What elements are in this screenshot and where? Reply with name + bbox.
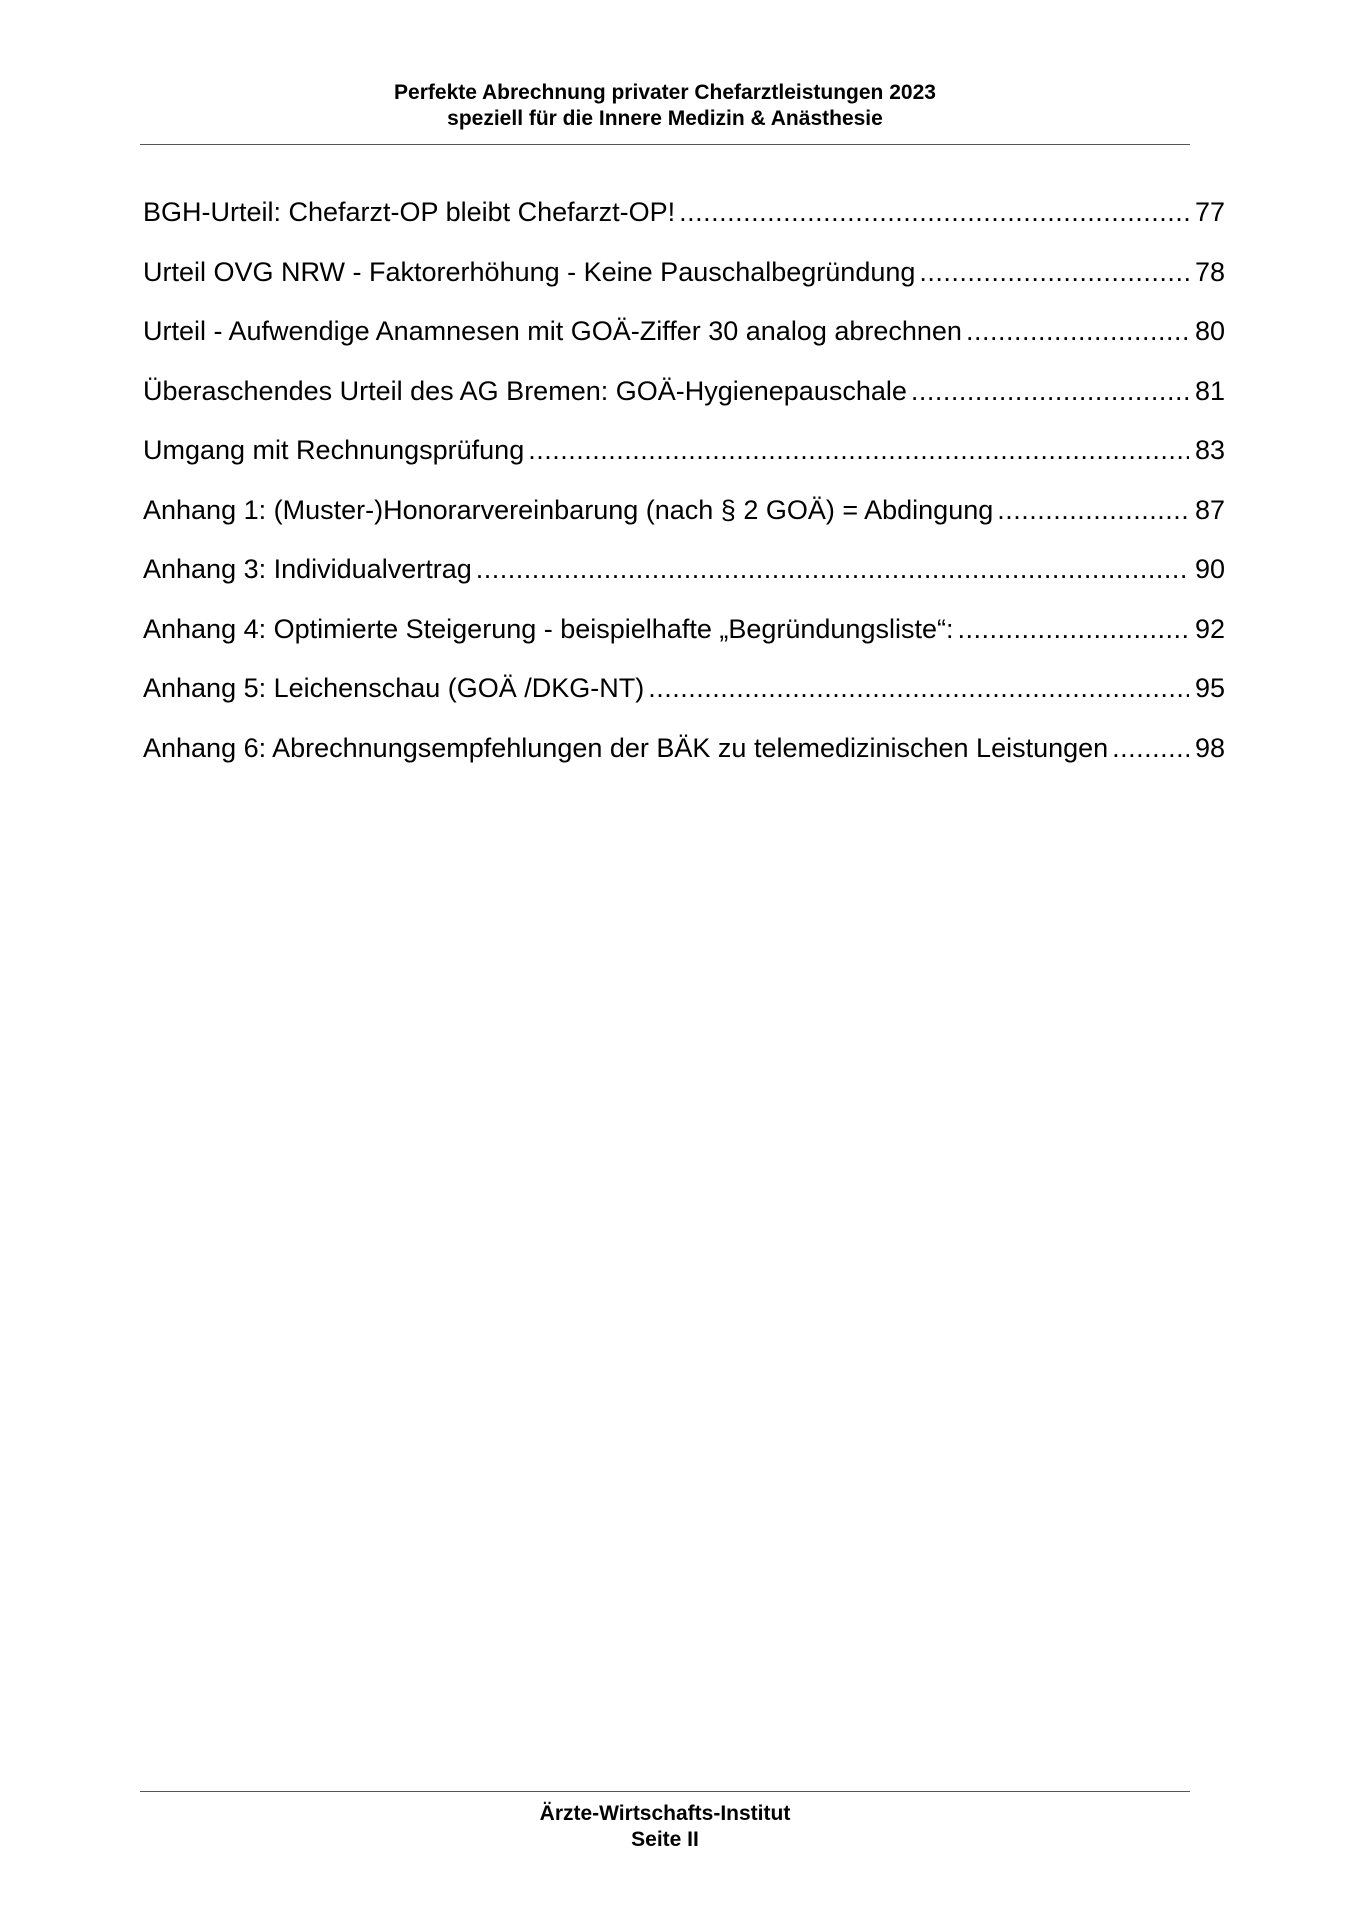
toc-entry[interactable] <box>143 728 1225 788</box>
toc-entry-title: Urteil OVG NRW - Faktorerhöhung - Keine Pauschalbegründung <box>143 256 916 287</box>
toc-entry-title: Anhang 4: Optimierte Steigerung - beispielhafte „Begründungsliste“: <box>143 613 954 644</box>
footer-institute: Ärzte-Wirtschafts-Institut <box>539 1802 791 1825</box>
toc-entry-title: Anhang 3: Individualvertrag <box>143 554 472 584</box>
table-of-contents <box>143 192 1225 787</box>
page-footer <box>140 1801 1190 1853</box>
toc-dot-leader <box>679 192 1189 232</box>
footer-divider <box>140 1791 1190 1792</box>
toc-entry-title: Umgang mit Rechnungsprüfung <box>143 435 525 465</box>
toc-entry[interactable] <box>143 192 1225 252</box>
toc-entry-title: Anhang 5: Leichenschau (GOÄ /DKG-NT) <box>143 673 645 703</box>
toc-dot-leader <box>476 549 1189 589</box>
toc-entry-title: Anhang 6: Abrechnungsempfehlungen der BÄK zu telemedizinischen Leistungen <box>143 732 1109 763</box>
toc-entry[interactable] <box>143 430 1225 490</box>
toc-entry-title: Urteil - Aufwendige Anamnesen mit GOÄ-Ziffer 30 analog abrechnen <box>143 316 962 346</box>
toc-entry-page: 90 <box>1194 554 1225 584</box>
toc-entry[interactable] <box>143 609 1225 669</box>
toc-entry-page: 83 <box>1194 435 1225 465</box>
toc-entry[interactable] <box>143 252 1225 312</box>
toc-entry-page: 77 <box>1194 197 1225 227</box>
toc-dot-leader <box>1112 728 1189 768</box>
toc-entry-page: 78 <box>1194 256 1225 287</box>
footer-page-number: Seite II <box>631 1828 699 1851</box>
toc-entry-page: 87 <box>1194 494 1225 525</box>
toc-dot-leader <box>648 668 1189 708</box>
toc-dot-leader <box>911 371 1189 411</box>
toc-entry[interactable] <box>143 311 1225 371</box>
toc-entry-page: 81 <box>1194 375 1225 406</box>
toc-entry[interactable] <box>143 371 1225 431</box>
toc-entry-page: 92 <box>1194 613 1225 644</box>
toc-entry[interactable] <box>143 668 1225 728</box>
toc-entry-page: 80 <box>1194 316 1225 346</box>
toc-entry[interactable] <box>143 549 1225 609</box>
toc-dot-leader <box>966 311 1189 351</box>
toc-entry-title: Überaschendes Urteil des AG Bremen: GOÄ-Hygienepauschale <box>143 375 907 406</box>
page-header <box>140 80 1190 132</box>
toc-dot-leader <box>997 490 1189 530</box>
toc-entry-title: BGH-Urteil: Chefarzt-OP bleibt Chefarzt-OP! <box>143 197 676 227</box>
header-title: Perfekte Abrechnung privater Chefarztleistungen 2023 <box>394 81 936 104</box>
toc-entry[interactable] <box>143 490 1225 550</box>
header-subtitle: speziell für die Innere Medizin & Anästhesie <box>447 107 883 130</box>
header-divider <box>140 144 1190 145</box>
toc-dot-leader <box>919 252 1189 292</box>
toc-entry-title: Anhang 1: (Muster-)Honorarvereinbarung (nach § 2 GOÄ) = Abdingung <box>143 494 994 525</box>
toc-entry-page: 98 <box>1194 732 1225 763</box>
toc-dot-leader <box>528 430 1189 470</box>
toc-entry-page: 95 <box>1194 673 1225 703</box>
toc-dot-leader <box>957 609 1188 649</box>
